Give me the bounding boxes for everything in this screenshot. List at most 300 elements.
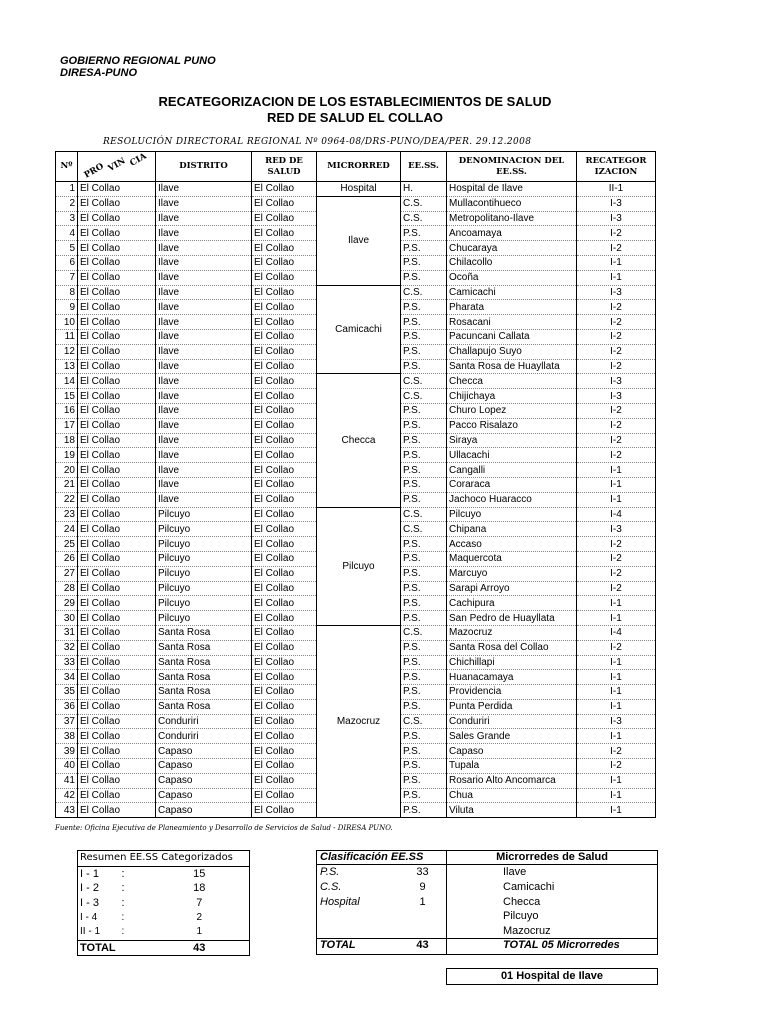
cell-denominacion: Checca [447,374,577,389]
cell-number: 40 [56,759,78,774]
cell-distrito: Ilave [156,255,252,270]
cell-eess-type: C.S. [401,374,447,389]
cell-number: 1 [56,182,78,197]
cell-microrred: Camicachi [317,285,401,374]
cell-red: El Collao [252,625,317,640]
cell-recategorizacion: I-2 [577,640,656,655]
cell-red: El Collao [252,670,317,685]
cell-provincia: El Collao [78,640,156,655]
cell-number: 27 [56,566,78,581]
cell-number: 7 [56,270,78,285]
cell-eess-type: P.S. [401,344,447,359]
table-row [56,374,656,389]
cell-provincia: El Collao [78,374,156,389]
microrred-item: Mazocruz [503,925,551,938]
cell-provincia: El Collao [78,566,156,581]
cell-number: 26 [56,551,78,566]
header-eess: EE.SS. [401,152,447,182]
cell-denominacion: Challapujo Suyo [447,344,577,359]
cell-microrred: Ilave [317,196,401,285]
cell-denominacion: Mazocruz [447,625,577,640]
cell-distrito: Ilave [156,285,252,300]
cell-eess-type: P.S. [401,329,447,344]
cell-number: 10 [56,315,78,330]
cell-number: 8 [56,285,78,300]
classification-title-divider [316,864,657,865]
cell-distrito: Ilave [156,344,252,359]
org-subname: DIRESA-PUNO [60,67,138,79]
cell-provincia: El Collao [78,196,156,211]
cell-eess-type: C.S. [401,714,447,729]
cell-distrito: Pilcuyo [156,522,252,537]
cell-provincia: El Collao [78,389,156,404]
cell-number: 31 [56,625,78,640]
cell-provincia: El Collao [78,788,156,803]
cell-red: El Collao [252,640,317,655]
cell-red: El Collao [252,581,317,596]
classification-total-label: TOTAL [320,939,356,951]
summary-category: II - 1 [80,926,101,938]
cell-red: El Collao [252,655,317,670]
summary-category: I - 1 [80,867,99,880]
cell-provincia: El Collao [78,611,156,626]
cell-recategorizacion: I-4 [577,625,656,640]
cell-denominacion: Rosacani [447,315,577,330]
cell-provincia: El Collao [78,655,156,670]
cell-number: 11 [56,329,78,344]
cell-number: 22 [56,492,78,507]
cell-eess-type: P.S. [401,270,447,285]
cell-provincia: El Collao [78,344,156,359]
cell-distrito: Conduriri [156,714,252,729]
hospital-box: 01 Hospital de Ilave [446,968,658,985]
cell-distrito: Santa Rosa [156,655,252,670]
cell-denominacion: Camicachi [447,285,577,300]
cell-eess-type: P.S. [401,773,447,788]
cell-denominacion: Conduriri [447,714,577,729]
cell-provincia: El Collao [78,403,156,418]
cell-recategorizacion: I-1 [577,670,656,685]
cell-red: El Collao [252,270,317,285]
cell-denominacion: Metropolitano-Ilave [447,211,577,226]
cell-red: El Collao [252,344,317,359]
cell-provincia: El Collao [78,803,156,818]
cell-distrito: Ilave [156,300,252,315]
cell-eess-type: P.S. [401,448,447,463]
cell-distrito: Ilave [156,182,252,197]
cell-denominacion: Santa Rosa del Collao [447,640,577,655]
cell-distrito: Pilcuyo [156,551,252,566]
cell-red: El Collao [252,507,317,522]
cell-red: El Collao [252,611,317,626]
cell-recategorizacion: I-3 [577,374,656,389]
classification-title: Clasificación EE.SS [320,851,424,863]
cell-red: El Collao [252,788,317,803]
cell-red: El Collao [252,403,317,418]
cell-red: El Collao [252,699,317,714]
cell-distrito: Santa Rosa [156,670,252,685]
cell-number: 30 [56,611,78,626]
cell-provincia: El Collao [78,285,156,300]
cell-red: El Collao [252,448,317,463]
cell-red: El Collao [252,759,317,774]
cell-recategorizacion: I-1 [577,270,656,285]
cell-provincia: El Collao [78,551,156,566]
cell-provincia: El Collao [78,685,156,700]
summary-count: 18 [193,882,206,895]
cell-number: 43 [56,803,78,818]
cell-red: El Collao [252,196,317,211]
cell-red: El Collao [252,433,317,448]
summary-categories-table [77,850,250,956]
cell-recategorizacion: I-3 [577,714,656,729]
cell-denominacion: Chichillapi [447,655,577,670]
cell-red: El Collao [252,329,317,344]
cell-eess-type: P.S. [401,640,447,655]
cell-distrito: Ilave [156,270,252,285]
cell-provincia: El Collao [78,315,156,330]
cell-distrito: Santa Rosa [156,685,252,700]
cell-distrito: Ilave [156,374,252,389]
table-row [56,182,656,197]
cell-denominacion: Coraraca [447,477,577,492]
cell-eess-type: P.S. [401,418,447,433]
cell-distrito: Conduriri [156,729,252,744]
cell-recategorizacion: II-1 [577,182,656,197]
cell-denominacion: Pharata [447,300,577,315]
cell-recategorizacion: I-2 [577,551,656,566]
cell-eess-type: P.S. [401,463,447,478]
cell-number: 39 [56,744,78,759]
summary-category: I - 2 [80,882,99,895]
cell-distrito: Pilcuyo [156,581,252,596]
summary-separator: : [121,897,125,910]
cell-distrito: Ilave [156,418,252,433]
cell-eess-type: P.S. [401,699,447,714]
cell-distrito: Ilave [156,492,252,507]
cell-distrito: Capaso [156,773,252,788]
cell-distrito: Capaso [156,788,252,803]
cell-red: El Collao [252,477,317,492]
classification-type: Hospital [320,896,360,908]
cell-recategorizacion: I-2 [577,359,656,374]
cell-red: El Collao [252,300,317,315]
cell-eess-type: C.S. [401,389,447,404]
cell-number: 12 [56,344,78,359]
cell-number: 42 [56,788,78,803]
cell-red: El Collao [252,522,317,537]
cell-eess-type: H. [401,182,447,197]
cell-distrito: Ilave [156,241,252,256]
cell-provincia: El Collao [78,477,156,492]
cell-eess-type: P.S. [401,403,447,418]
classification-count: 1 [419,896,426,908]
cell-red: El Collao [252,492,317,507]
summary-separator: : [121,882,125,895]
cell-distrito: Ilave [156,196,252,211]
cell-eess-type: P.S. [401,685,447,700]
microrred-item: Camicachi [503,880,555,893]
cell-denominacion: Ullacachi [447,448,577,463]
cell-red: El Collao [252,685,317,700]
summary-row [78,881,250,896]
cell-denominacion: Ancoamaya [447,226,577,241]
microrredes-total: TOTAL 05 Microrredes [503,939,620,951]
cell-number: 18 [56,433,78,448]
cell-distrito: Ilave [156,433,252,448]
cell-denominacion: Sarapi Arroyo [447,581,577,596]
cell-number: 23 [56,507,78,522]
table-row [56,285,656,300]
cell-number: 5 [56,241,78,256]
cell-denominacion: Chilacollo [447,255,577,270]
cell-number: 29 [56,596,78,611]
cell-provincia: El Collao [78,226,156,241]
cell-provincia: El Collao [78,773,156,788]
cell-distrito: Ilave [156,226,252,241]
cell-provincia: El Collao [78,625,156,640]
cell-number: 24 [56,522,78,537]
cell-distrito: Ilave [156,477,252,492]
establishments-table [55,151,656,818]
table-row [56,507,656,522]
classification-count: 9 [419,881,426,893]
cell-provincia: El Collao [78,522,156,537]
cell-recategorizacion: I-3 [577,196,656,211]
microrred-item: Pilcuyo [503,910,539,923]
cell-provincia: El Collao [78,359,156,374]
cell-recategorizacion: I-1 [577,255,656,270]
cell-recategorizacion: I-3 [577,389,656,404]
table-body [56,182,656,818]
cell-red: El Collao [252,241,317,256]
microrred-item: Ilave [503,866,527,878]
cell-distrito: Ilave [156,315,252,330]
cell-number: 28 [56,581,78,596]
cell-provincia: El Collao [78,433,156,448]
microrredes-title: Microrredes de Salud [496,851,608,863]
cell-provincia: El Collao [78,448,156,463]
cell-recategorizacion: I-3 [577,211,656,226]
resolution-line: RESOLUCIÓN DIRECTORAL REGIONAL Nº 0964-08/DRS-PUNO/DEA/PER. 29.12.2008 [103,137,532,147]
cell-denominacion: Viluta [447,803,577,818]
cell-red: El Collao [252,566,317,581]
cell-recategorizacion: I-2 [577,241,656,256]
cell-denominacion: Pacco Risalazo [447,418,577,433]
cell-red: El Collao [252,463,317,478]
cell-denominacion: Pilcuyo [447,507,577,522]
page-title: RECATEGORIZACION DE LOS ESTABLECIMIENTOS DE SALUD [158,94,552,109]
cell-red: El Collao [252,315,317,330]
cell-provincia: El Collao [78,729,156,744]
table-row [56,625,656,640]
cell-red: El Collao [252,226,317,241]
header-n: Nº [56,152,78,182]
summary-count: 7 [196,897,203,910]
cell-denominacion: Siraya [447,433,577,448]
header-provincia [78,152,156,182]
cell-denominacion: Capaso [447,744,577,759]
cell-provincia: El Collao [78,596,156,611]
cell-number: 35 [56,685,78,700]
cell-recategorizacion: I-2 [577,344,656,359]
summary-row [78,925,250,940]
page-subtitle: RED DE SALUD EL COLLAO [267,110,443,125]
cell-recategorizacion: I-1 [577,729,656,744]
cell-provincia: El Collao [78,670,156,685]
cell-recategorizacion: I-2 [577,566,656,581]
cell-distrito: Pilcuyo [156,611,252,626]
cell-number: 33 [56,655,78,670]
cell-eess-type: P.S. [401,300,447,315]
cell-eess-type: C.S. [401,522,447,537]
cell-denominacion: San Pedro de Huayllata [447,611,577,626]
cell-denominacion: Cachipura [447,596,577,611]
cell-distrito: Ilave [156,389,252,404]
cell-provincia: El Collao [78,759,156,774]
cell-distrito: Pilcuyo [156,566,252,581]
cell-number: 20 [56,463,78,478]
cell-provincia: El Collao [78,270,156,285]
cell-denominacion: Sales Grande [447,729,577,744]
cell-distrito: Ilave [156,448,252,463]
cell-red: El Collao [252,389,317,404]
cell-number: 37 [56,714,78,729]
cell-red: El Collao [252,551,317,566]
cell-number: 21 [56,477,78,492]
cell-eess-type: P.S. [401,255,447,270]
cell-number: 36 [56,699,78,714]
cell-number: 15 [56,389,78,404]
cell-eess-type: P.S. [401,581,447,596]
cell-recategorizacion: I-2 [577,315,656,330]
cell-distrito: Santa Rosa [156,625,252,640]
cell-eess-type: P.S. [401,241,447,256]
cell-provincia: El Collao [78,537,156,552]
classification-type: P.S. [320,866,340,878]
cell-number: 25 [56,537,78,552]
cell-eess-type: P.S. [401,315,447,330]
cell-microrred: Pilcuyo [317,507,401,625]
cell-denominacion: Jachoco Huaracco [447,492,577,507]
cell-number: 6 [56,255,78,270]
cell-red: El Collao [252,255,317,270]
cell-recategorizacion: I-1 [577,477,656,492]
cell-denominacion: Huanacamaya [447,670,577,685]
header-prov-part1: PRO [82,161,106,181]
cell-eess-type: P.S. [401,566,447,581]
cell-recategorizacion: I-2 [577,300,656,315]
cell-provincia: El Collao [78,182,156,197]
cell-recategorizacion: I-1 [577,463,656,478]
summary-row [78,866,250,881]
cell-eess-type: P.S. [401,803,447,818]
summary-total-label: TOTAL [78,940,120,956]
cell-number: 9 [56,300,78,315]
cell-distrito: Ilave [156,463,252,478]
cell-red: El Collao [252,285,317,300]
cell-recategorizacion: I-2 [577,433,656,448]
cell-red: El Collao [252,714,317,729]
cell-eess-type: C.S. [401,211,447,226]
cell-denominacion: Ocoña [447,270,577,285]
cell-denominacion: Mullacontihueco [447,196,577,211]
cell-recategorizacion: I-1 [577,611,656,626]
header-recategorizacion: RECATEGOR IZACION [577,152,656,182]
cell-red: El Collao [252,596,317,611]
cell-red: El Collao [252,211,317,226]
summary-total-value: 43 [150,940,250,956]
cell-denominacion: Chua [447,788,577,803]
cell-recategorizacion: I-2 [577,329,656,344]
cell-recategorizacion: I-1 [577,492,656,507]
cell-denominacion: Providencia [447,685,577,700]
cell-red: El Collao [252,359,317,374]
cell-microrred: Checca [317,374,401,507]
cell-red: El Collao [252,182,317,197]
summary-count: 15 [193,867,206,880]
cell-number: 41 [56,773,78,788]
summary-category: I - 4 [80,911,98,923]
cell-eess-type: P.S. [401,744,447,759]
cell-provincia: El Collao [78,329,156,344]
cell-denominacion: Accaso [447,537,577,552]
cell-recategorizacion: I-1 [577,596,656,611]
cell-provincia: El Collao [78,699,156,714]
cell-distrito: Santa Rosa [156,640,252,655]
summary-rows [78,866,250,940]
cell-recategorizacion: I-1 [577,685,656,700]
table-header-row [56,152,656,182]
summary-total-spacer [120,940,150,956]
cell-recategorizacion: I-4 [577,507,656,522]
cell-denominacion: Chipana [447,522,577,537]
summary-row [78,910,250,925]
cell-eess-type: P.S. [401,655,447,670]
cell-eess-type: P.S. [401,759,447,774]
summary-count: 1 [196,926,203,938]
cell-eess-type: P.S. [401,670,447,685]
cell-recategorizacion: I-1 [577,803,656,818]
cell-distrito: Santa Rosa [156,699,252,714]
header-prov-part2: VIN [106,156,128,174]
summary-category: I - 3 [80,897,99,910]
cell-red: El Collao [252,537,317,552]
cell-microrred: Hospital [317,182,401,197]
cell-provincia: El Collao [78,581,156,596]
cell-provincia: El Collao [78,241,156,256]
cell-red: El Collao [252,803,317,818]
cell-number: 13 [56,359,78,374]
header-distrito: DISTRITO [156,152,252,182]
cell-provincia: El Collao [78,492,156,507]
cell-recategorizacion: I-2 [577,418,656,433]
cell-provincia: El Collao [78,744,156,759]
cell-denominacion: Hospital de Ilave [447,182,577,197]
cell-recategorizacion: I-1 [577,788,656,803]
cell-recategorizacion: I-2 [577,581,656,596]
org-name: GOBIERNO REGIONAL PUNO [60,55,216,67]
cell-recategorizacion: I-3 [577,522,656,537]
cell-number: 2 [56,196,78,211]
classification-column-divider [446,850,447,954]
cell-provincia: El Collao [78,211,156,226]
cell-eess-type: C.S. [401,507,447,522]
cell-red: El Collao [252,773,317,788]
cell-number: 3 [56,211,78,226]
cell-eess-type: P.S. [401,596,447,611]
cell-recategorizacion: I-2 [577,448,656,463]
